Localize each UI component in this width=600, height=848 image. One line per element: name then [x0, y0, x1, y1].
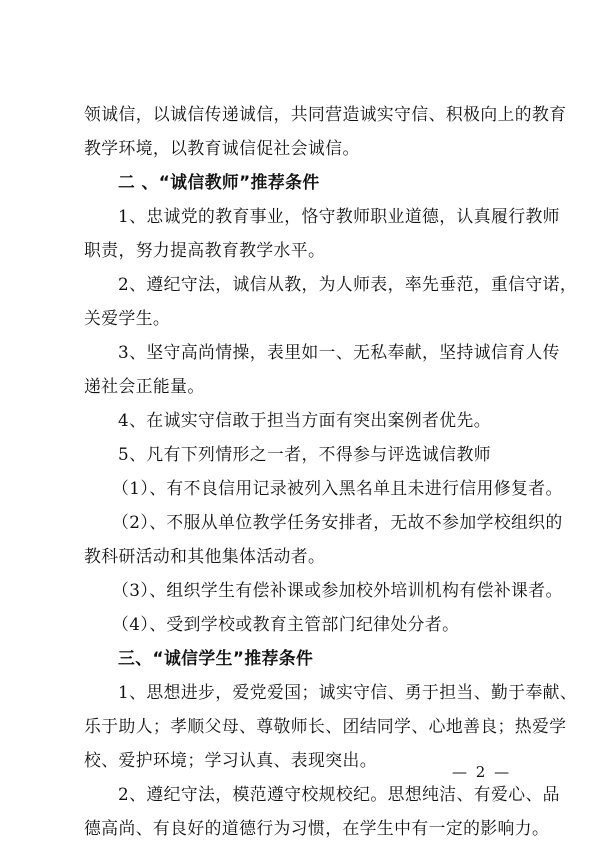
paragraph-line: 教科研活动和其他集体活动者。 [84, 546, 326, 566]
paragraph-line: 德高尚、有良好的道德行为习惯，在学生中有一定的影响力。 [84, 818, 550, 838]
paragraph-line: 递社会正能量。 [84, 376, 205, 396]
paragraph-line: 1、思想进步，爱党爱国；诚实守信、勇于担当、勤于奉献、 [118, 682, 578, 702]
paragraph-line: （1）、有不良信用记录被列入黑名单且未进行信用修复者。 [112, 478, 563, 498]
paragraph-line: 乐于助人；孝顺父母、尊敬师长、团结同学、心地善良；热爱学 [84, 716, 567, 736]
paragraph-line: 2、遵纪守法，诚信从教，为人师表，率先垂范，重信守诺， [118, 274, 578, 294]
paragraph-line: （2）、不服从单位教学任务安排者，无故不参加学校组织的 [112, 512, 563, 532]
paragraph-line: 5、凡有下列情形之一者，不得参与评选诚信教师 [118, 444, 491, 464]
paragraph-line: 教学环境，以教育诚信促社会诚信。 [84, 138, 360, 158]
paragraph-line: 关爱学生。 [84, 308, 171, 328]
paragraph-line: 1、忠诚党的教育事业，恪守教师职业道德，认真履行教师 [118, 206, 560, 226]
section-heading: 三、“诚信学生”推荐条件 [118, 648, 314, 668]
paragraph-line: 领诚信，以诚信传递诚信，共同营造诚实守信、积极向上的教育 [84, 104, 567, 124]
section-heading: 二 、“诚信教师”推荐条件 [118, 172, 320, 192]
page-number: — 2 — [452, 763, 512, 781]
paragraph-line: 职责，努力提高教育教学水平。 [84, 240, 326, 260]
paragraph-line: 3、坚守高尚情操，表里如一、无私奉献，坚持诚信育人传 [118, 342, 560, 362]
paragraph-line: 4、在诚实守信敢于担当方面有突出案例者优先。 [118, 410, 491, 430]
paragraph-line: （4）、受到学校或教育主管部门纪律处分者。 [112, 614, 460, 634]
paragraph-line: 校、爱护环境；学习认真、表现突出。 [84, 750, 377, 770]
paragraph-line: （3）、组织学生有偿补课或参加校外培训机构有偿补课者。 [112, 580, 563, 600]
paragraph-line: 2、遵纪守法，模范遵守校规校纪。思想纯洁、有爱心、品 [118, 784, 560, 804]
